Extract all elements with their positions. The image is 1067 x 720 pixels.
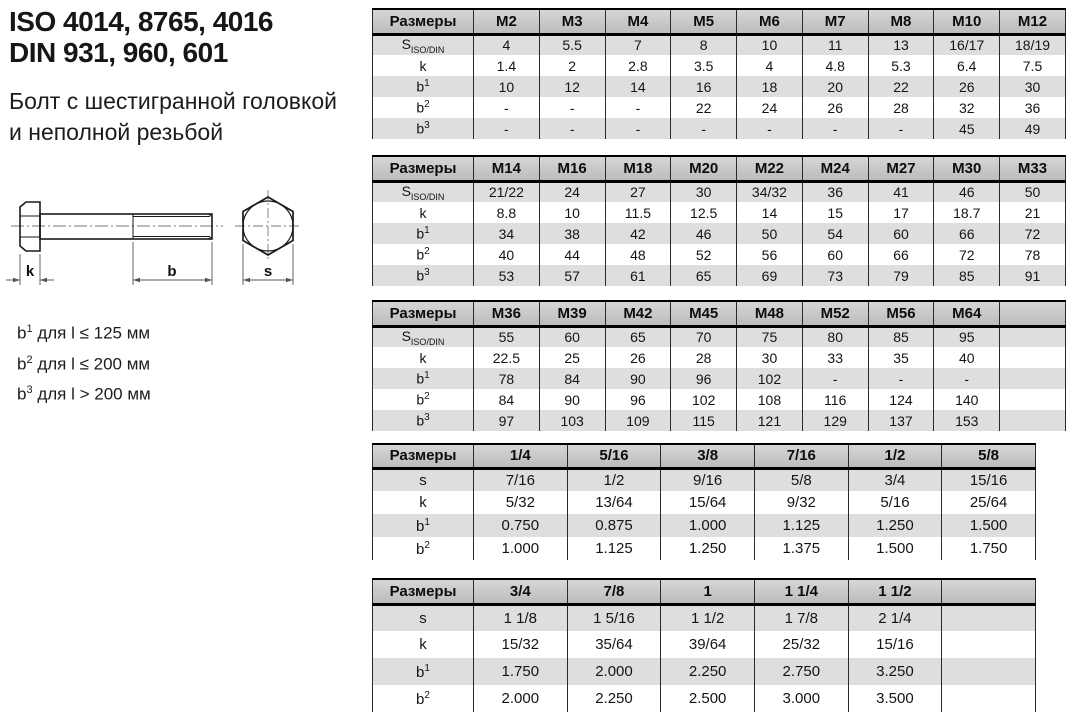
table-1-column-header: M4 [605, 9, 671, 34]
footnote-3: b$^3$ для l > 200 мм [17, 384, 151, 404]
row-label: s [373, 604, 474, 631]
title-iso-standards: ISO 4014, 8765, 4016 [9, 6, 273, 37]
value-cell: 91 [1000, 265, 1066, 286]
table-1-column-header: M7 [802, 9, 868, 34]
value-cell: 2.250 [567, 685, 661, 712]
value-cell: 12.5 [671, 202, 737, 223]
value-cell: 16/17 [934, 34, 1000, 55]
value-cell: 5/32 [474, 491, 568, 514]
bolt-head-hex-view [235, 190, 301, 262]
value-cell: 33 [802, 347, 868, 368]
value-cell: 46 [934, 181, 1000, 202]
value-cell: 26 [605, 347, 671, 368]
table-2-column-header: M14 [474, 156, 540, 181]
value-cell: 10 [737, 34, 803, 55]
value-cell: 9/16 [661, 468, 755, 491]
table-2-column-header: M16 [539, 156, 605, 181]
value-cell: 4.8 [802, 55, 868, 76]
value-cell: 41 [868, 181, 934, 202]
value-cell: 22 [671, 97, 737, 118]
value-cell: 1 7/8 [754, 604, 848, 631]
table-3-column-header: M36 [474, 301, 540, 326]
value-cell: - [474, 118, 540, 139]
value-cell: 50 [737, 223, 803, 244]
table-4-row-3 [373, 514, 1036, 537]
value-cell: 96 [671, 368, 737, 389]
value-cell: - [934, 368, 1000, 389]
value-cell: 4 [474, 34, 540, 55]
value-cell: 5.5 [539, 34, 605, 55]
table-5-column-header: 1 [661, 579, 755, 604]
value-cell: 35/64 [567, 631, 661, 658]
table-1-column-header: M5 [671, 9, 737, 34]
value-cell: - [474, 97, 540, 118]
value-cell: 10 [539, 202, 605, 223]
value-cell: 2 [539, 55, 605, 76]
value-cell: 95 [934, 326, 1000, 347]
value-cell [942, 685, 1036, 712]
table-4-column-header: 1/4 [474, 444, 568, 468]
value-cell: 11.5 [605, 202, 671, 223]
value-cell: 2.000 [567, 658, 661, 685]
value-cell: 15/64 [661, 491, 755, 514]
table-4-column-header: 1/2 [848, 444, 942, 468]
value-cell: 55 [474, 326, 540, 347]
bolt-shaft [40, 214, 212, 239]
value-cell: 56 [737, 244, 803, 265]
row-label: $b^2$ [373, 389, 474, 410]
table-4-column-header: 3/8 [661, 444, 755, 468]
value-cell: 1.500 [942, 514, 1036, 537]
value-cell: 5/16 [848, 491, 942, 514]
value-cell: 7/16 [474, 468, 568, 491]
value-cell: - [802, 118, 868, 139]
value-cell: 5.3 [868, 55, 934, 76]
row-label: k [373, 491, 474, 514]
dim-label-s: s [263, 263, 273, 280]
value-cell: 6.4 [934, 55, 1000, 76]
value-cell: 32 [934, 97, 1000, 118]
value-cell: 17 [868, 202, 934, 223]
value-cell: 13/64 [567, 491, 661, 514]
table-2-column-header: M18 [605, 156, 671, 181]
value-cell: 3.5 [671, 55, 737, 76]
value-cell: 42 [605, 223, 671, 244]
table-1-column-header: M8 [868, 9, 934, 34]
table-1-row-3 [373, 76, 1066, 97]
value-cell: 90 [605, 368, 671, 389]
value-cell: 2.250 [661, 658, 755, 685]
value-cell: 2.750 [754, 658, 848, 685]
value-cell: 25 [539, 347, 605, 368]
value-cell: 72 [934, 244, 1000, 265]
row-label: $b^2$ [373, 537, 474, 560]
dimension-table-5 [372, 578, 1036, 712]
value-cell: 129 [802, 410, 868, 431]
value-cell: 28 [671, 347, 737, 368]
dimension-table-3 [372, 300, 1066, 431]
value-cell [942, 658, 1036, 685]
table-5-row-3 [373, 658, 1036, 685]
table-2-row-2 [373, 202, 1066, 223]
value-cell [1000, 410, 1066, 431]
value-cell: 1/2 [567, 468, 661, 491]
value-cell: 3.500 [848, 685, 942, 712]
value-cell [942, 631, 1036, 658]
value-cell: - [605, 118, 671, 139]
table-4-row-4 [373, 537, 1036, 560]
value-cell: 34 [474, 223, 540, 244]
table-3-header-label: Размеры [373, 301, 474, 326]
value-cell: 70 [671, 326, 737, 347]
value-cell: 2.8 [605, 55, 671, 76]
table-3-column-header: M45 [671, 301, 737, 326]
value-cell: 2.000 [474, 685, 568, 712]
value-cell: 45 [934, 118, 1000, 139]
table-2-column-header: M20 [671, 156, 737, 181]
value-cell: 16 [671, 76, 737, 97]
value-cell: 27 [605, 181, 671, 202]
value-cell: 1.000 [661, 514, 755, 537]
value-cell: 26 [802, 97, 868, 118]
value-cell: 80 [802, 326, 868, 347]
table-3-column-header: M48 [737, 301, 803, 326]
value-cell: 65 [671, 265, 737, 286]
table-1-header-label: Размеры [373, 9, 474, 34]
value-cell: 30 [671, 181, 737, 202]
value-cell: 2 1/4 [848, 604, 942, 631]
value-cell: 2.500 [661, 685, 755, 712]
value-cell: 30 [1000, 76, 1066, 97]
value-cell: 1 5/16 [567, 604, 661, 631]
row-label: $b^2$ [373, 244, 474, 265]
table-5-column-header: 3/4 [474, 579, 568, 604]
value-cell: 18 [737, 76, 803, 97]
value-cell: 79 [868, 265, 934, 286]
row-label: k [373, 55, 474, 76]
value-cell: 65 [605, 326, 671, 347]
subtitle-line-1: Болт с шестигранной головкой [9, 88, 337, 114]
table-2-row-4 [373, 244, 1066, 265]
table-5-column-header: 1 1/4 [754, 579, 848, 604]
table-5-header-label: Размеры [373, 579, 474, 604]
dimension-table-1 [372, 8, 1066, 139]
value-cell: 61 [605, 265, 671, 286]
page-title [9, 6, 273, 68]
table-3-column-header: M42 [605, 301, 671, 326]
value-cell: 8 [671, 34, 737, 55]
value-cell: 109 [605, 410, 671, 431]
value-cell: 11 [802, 34, 868, 55]
value-cell: 1 1/8 [474, 604, 568, 631]
table-1-row-4 [373, 97, 1066, 118]
table-1-column-header: M12 [1000, 9, 1066, 34]
value-cell: 97 [474, 410, 540, 431]
value-cell: 12 [539, 76, 605, 97]
table-1-column-header: M10 [934, 9, 1000, 34]
footnote-2: b$^2$ для l ≤ 200 мм [17, 353, 151, 374]
row-label: s [373, 468, 474, 491]
value-cell: - [868, 368, 934, 389]
value-cell: - [802, 368, 868, 389]
value-cell: 40 [474, 244, 540, 265]
title-din-standards: DIN 931, 960, 601 [9, 37, 228, 68]
value-cell: 9/32 [754, 491, 848, 514]
value-cell: 103 [539, 410, 605, 431]
value-cell: 44 [539, 244, 605, 265]
value-cell: 102 [737, 368, 803, 389]
value-cell [1000, 368, 1066, 389]
table-4-column-header: 5/8 [942, 444, 1036, 468]
value-cell [1000, 326, 1066, 347]
value-cell: 108 [737, 389, 803, 410]
value-cell: 48 [605, 244, 671, 265]
value-cell: 66 [868, 244, 934, 265]
value-cell: 15/16 [942, 468, 1036, 491]
row-label: k [373, 202, 474, 223]
value-cell: 14 [737, 202, 803, 223]
table-1-row-2 [373, 55, 1066, 76]
value-cell: 1 1/2 [661, 604, 755, 631]
value-cell: 1.750 [942, 537, 1036, 560]
table-3-row-4 [373, 389, 1066, 410]
table-3-row-5 [373, 410, 1066, 431]
value-cell: 0.750 [474, 514, 568, 537]
value-cell: 69 [737, 265, 803, 286]
table-2-column-header: M33 [1000, 156, 1066, 181]
value-cell: 90 [539, 389, 605, 410]
value-cell: 1.4 [474, 55, 540, 76]
value-cell: 85 [868, 326, 934, 347]
row-label: $b^1$ [373, 658, 474, 685]
table-5-column-header: 7/8 [567, 579, 661, 604]
value-cell: 116 [802, 389, 868, 410]
value-cell: 84 [474, 389, 540, 410]
row-label: $S_{ISO/DIN}$ [373, 326, 474, 347]
value-cell: 153 [934, 410, 1000, 431]
row-label: $S_{ISO/DIN}$ [373, 181, 474, 202]
value-cell: 7 [605, 34, 671, 55]
value-cell: 50 [1000, 181, 1066, 202]
row-label: $b^3$ [373, 118, 474, 139]
dimension-b [133, 242, 212, 285]
value-cell [1000, 389, 1066, 410]
value-cell: 15/16 [848, 631, 942, 658]
row-label: $b^1$ [373, 76, 474, 97]
table-3-column-header [1000, 301, 1066, 326]
table-1-column-header: M6 [737, 9, 803, 34]
table-2-column-header: M22 [737, 156, 803, 181]
table-4-row-2 [373, 491, 1036, 514]
value-cell: 15/32 [474, 631, 568, 658]
value-cell: 0.875 [567, 514, 661, 537]
value-cell: 78 [1000, 244, 1066, 265]
table-2-row-5 [373, 265, 1066, 286]
table-5-row-4 [373, 685, 1036, 712]
value-cell: 5/8 [754, 468, 848, 491]
table-2-column-header: M24 [802, 156, 868, 181]
value-cell: 54 [802, 223, 868, 244]
table-2-row-3 [373, 223, 1066, 244]
row-label: $b^3$ [373, 265, 474, 286]
page-subtitle [9, 86, 337, 148]
value-cell: 137 [868, 410, 934, 431]
table-3-column-header: M56 [868, 301, 934, 326]
row-label: $b^1$ [373, 223, 474, 244]
value-cell: 30 [737, 347, 803, 368]
value-cell: 36 [802, 181, 868, 202]
value-cell: 20 [802, 76, 868, 97]
table-2-column-header: M30 [934, 156, 1000, 181]
value-cell: 25/64 [942, 491, 1036, 514]
value-cell: 3.000 [754, 685, 848, 712]
value-cell: 1.500 [848, 537, 942, 560]
value-cell: 18.7 [934, 202, 1000, 223]
value-cell: 38 [539, 223, 605, 244]
table-1-row-5 [373, 118, 1066, 139]
value-cell: - [539, 97, 605, 118]
value-cell: 49 [1000, 118, 1066, 139]
dimension-k [6, 254, 54, 285]
value-cell: 1.125 [567, 537, 661, 560]
row-label: k [373, 347, 474, 368]
footnotes [17, 316, 151, 408]
row-label: $b^1$ [373, 368, 474, 389]
table-2-column-header: M27 [868, 156, 934, 181]
table-2-row-1 [373, 181, 1066, 202]
value-cell: 22.5 [474, 347, 540, 368]
value-cell: 57 [539, 265, 605, 286]
table-4-header-label: Размеры [373, 444, 474, 468]
value-cell: - [539, 118, 605, 139]
value-cell: 121 [737, 410, 803, 431]
value-cell: 40 [934, 347, 1000, 368]
dim-label-k: k [25, 263, 35, 280]
value-cell: 1.250 [848, 514, 942, 537]
value-cell [942, 604, 1036, 631]
table-3-column-header: M39 [539, 301, 605, 326]
value-cell: 8.8 [474, 202, 540, 223]
value-cell: 25/32 [754, 631, 848, 658]
value-cell: - [605, 97, 671, 118]
value-cell: 15 [802, 202, 868, 223]
value-cell: 14 [605, 76, 671, 97]
row-label: $b^3$ [373, 410, 474, 431]
value-cell: 18/19 [1000, 34, 1066, 55]
table-4-column-header: 7/16 [754, 444, 848, 468]
value-cell: 102 [671, 389, 737, 410]
table-4-column-header: 5/16 [567, 444, 661, 468]
table-3-column-header: M64 [934, 301, 1000, 326]
table-5-column-header: 1 1/2 [848, 579, 942, 604]
table-5-row-1 [373, 604, 1036, 631]
value-cell: 3/4 [848, 468, 942, 491]
value-cell: 10 [474, 76, 540, 97]
footnote-1: b$^1$ для l ≤ 125 мм [17, 323, 151, 343]
value-cell: 75 [737, 326, 803, 347]
value-cell: 36 [1000, 97, 1066, 118]
row-label: $S_{ISO/DIN}$ [373, 34, 474, 55]
table-1-column-header: M3 [539, 9, 605, 34]
table-5-row-2 [373, 631, 1036, 658]
table-5-column-header [942, 579, 1036, 604]
value-cell: 34/32 [737, 181, 803, 202]
table-2-header-label: Размеры [373, 156, 474, 181]
row-label: $b^2$ [373, 97, 474, 118]
value-cell: 1.375 [754, 537, 848, 560]
value-cell: 46 [671, 223, 737, 244]
value-cell: 4 [737, 55, 803, 76]
bolt-head-side-view [20, 202, 40, 251]
value-cell: - [737, 118, 803, 139]
table-4-row-1 [373, 468, 1036, 491]
value-cell: 60 [868, 223, 934, 244]
value-cell: 78 [474, 368, 540, 389]
row-label: $b^2$ [373, 685, 474, 712]
table-3-row-1 [373, 326, 1066, 347]
value-cell: 1.125 [754, 514, 848, 537]
value-cell: 72 [1000, 223, 1066, 244]
value-cell: 53 [474, 265, 540, 286]
table-1-column-header: M2 [474, 9, 540, 34]
value-cell: 60 [539, 326, 605, 347]
dimension-table-2 [372, 155, 1066, 286]
value-cell: 52 [671, 244, 737, 265]
value-cell: 84 [539, 368, 605, 389]
value-cell: 3.250 [848, 658, 942, 685]
value-cell [1000, 347, 1066, 368]
value-cell: 85 [934, 265, 1000, 286]
value-cell: 26 [934, 76, 1000, 97]
value-cell: 1.000 [474, 537, 568, 560]
value-cell: 35 [868, 347, 934, 368]
value-cell: 39/64 [661, 631, 755, 658]
value-cell: 22 [868, 76, 934, 97]
value-cell: 24 [539, 181, 605, 202]
value-cell: 60 [802, 244, 868, 265]
value-cell: 96 [605, 389, 671, 410]
value-cell: 140 [934, 389, 1000, 410]
table-1-row-1 [373, 34, 1066, 55]
value-cell: 73 [802, 265, 868, 286]
value-cell: 24 [737, 97, 803, 118]
subtitle-line-2: и неполной резьбой [9, 119, 224, 145]
value-cell: 13 [868, 34, 934, 55]
table-3-row-3 [373, 368, 1066, 389]
bolt-technical-drawing [5, 188, 315, 300]
value-cell: 7.5 [1000, 55, 1066, 76]
value-cell: 21/22 [474, 181, 540, 202]
value-cell: 66 [934, 223, 1000, 244]
table-3-column-header: M52 [802, 301, 868, 326]
value-cell: 21 [1000, 202, 1066, 223]
dim-label-b: b [167, 263, 177, 280]
table-3-row-2 [373, 347, 1066, 368]
value-cell: 1.250 [661, 537, 755, 560]
value-cell: - [868, 118, 934, 139]
value-cell: - [671, 118, 737, 139]
value-cell: 1.750 [474, 658, 568, 685]
dimension-table-4 [372, 443, 1036, 560]
value-cell: 124 [868, 389, 934, 410]
value-cell: 28 [868, 97, 934, 118]
row-label: k [373, 631, 474, 658]
row-label: $b^1$ [373, 514, 474, 537]
value-cell: 115 [671, 410, 737, 431]
